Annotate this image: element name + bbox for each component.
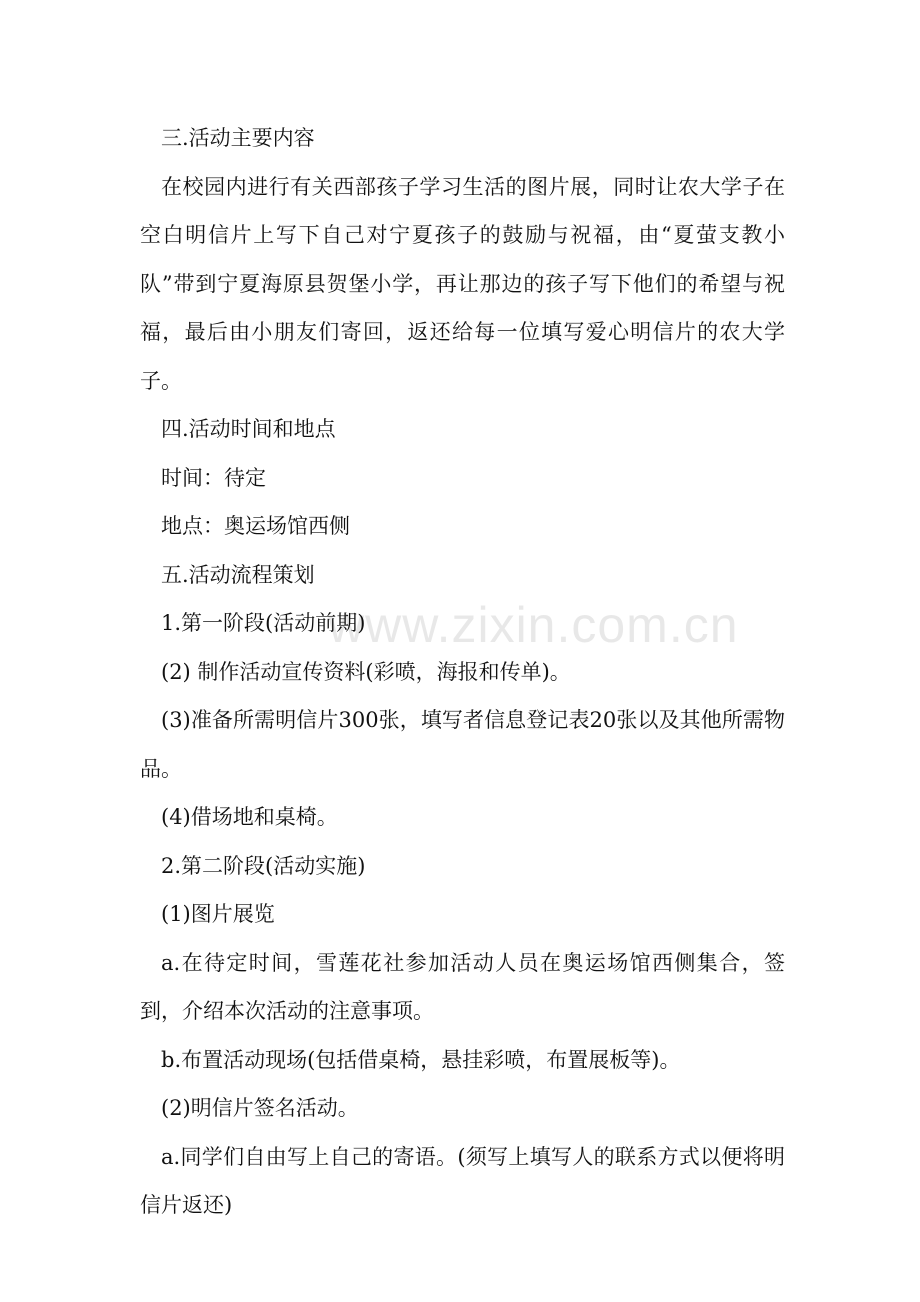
phase-heading-2: 2.第二阶段(活动实施) (161, 853, 366, 878)
paragraph-place: 地点：奥运场馆西侧 (161, 514, 350, 538)
list-item: a.同学们自由写上自己的寄语。(须写上填写人的联系方式以便将明信片返还) (140, 1144, 785, 1217)
paragraph-time: 时间：待定 (161, 465, 266, 490)
list-item: b.布置活动现场(包括借桌椅，悬挂彩喷，布置展板等)。 (161, 1047, 681, 1072)
phase-heading-1: 1.第一阶段(活动前期) (161, 611, 366, 635)
section-heading-content: 三.活动主要内容 (161, 126, 315, 150)
list-item: (3)准备所需明信片300张，填写者信息登记表20张以及其他所需物品。 (140, 708, 785, 781)
paragraph-content-description: 在校园内进行有关西部孩子学习生活的图片展，同时让农大学子在空白明信片上写下自己对宁夏孩子的鼓励与祝福，由“夏萤支教小队”带到宁夏海原县贺堡小学，再让那边的孩子写下他们的希望与祝福，最后由小朋友们寄回，返还给每一位填写爱心明信片的农大学子。 (140, 174, 785, 393)
list-item: (2) 制作活动宣传资料(彩喷，海报和传单)。 (161, 659, 571, 684)
list-item: (1)图片展览 (161, 902, 275, 926)
section-heading-time-place: 四.活动时间和地点 (161, 417, 336, 441)
section-heading-process: 五.活动流程策划 (161, 562, 315, 587)
list-item: (2)明信片签名活动。 (161, 1096, 359, 1120)
list-item: a.在待定时间，雪莲花社参加活动人员在奥运场馆西侧集合，签到，介绍本次活动的注意事项。 (140, 950, 785, 1023)
list-item: (4)借场地和桌椅。 (161, 805, 338, 829)
document-body (140, 114, 785, 1230)
watermark: www.zixin.com.cn (328, 597, 739, 653)
